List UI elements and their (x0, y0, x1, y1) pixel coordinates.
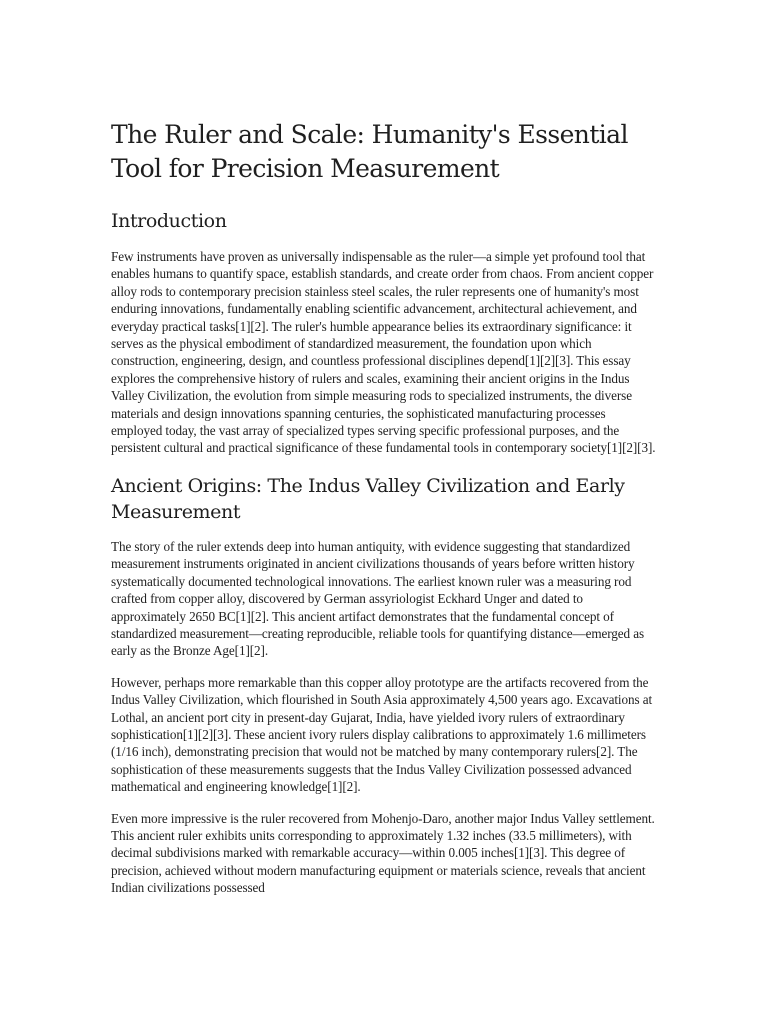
paragraph: Few instruments have proven as universally indispensable as the ruler—a simple yet profound tool that enables humans to quantify space, establish standards, and create order from chaos. From ancient copper alloy rods to contemporary precision stainless steel scales, the ruler represents one of humanity's most enduring innovations, fundamentally enabling scientific advancement, architectural achievement, and everyday practical tasks[1][2]. The ruler's humble appearance belies its extraordinary significance: it serves as the physical embodiment of standardized measurement, the foundation upon which construction, engineering, design, and countless professional disciplines depend[1][2][3]. This essay explores the comprehensive history of rulers and scales, examining their ancient origins in the Indus Valley Civilization, the evolution from simple measuring rods to specialized instruments, the diverse materials and design innovations spanning centuries, the sophisticated manufacturing processes employed today, the vast array of specialized types serving specific professional purposes, and the persistent cultural and practical significance of these fundamental tools in contemporary society[1][2][3]. (111, 249, 656, 456)
paragraph: The story of the ruler extends deep into human antiquity, with evidence suggesting that standardized measurement instruments originated in ancient civilizations thousands of years before written history systematically documented technological innovations. The earliest known ruler was a measuring rod crafted from copper alloy, discovered by German assyriologist Eckhard Unger and dated to approximately 2650 BC[1][2]. This ancient artifact demonstrates that the fundamental concept of standardized measurement—creating reproducible, reliable tools for quantifying distance—emerged as early as the Bronze Age[1][2]. (111, 538, 645, 659)
section-heading-introduction: Introduction (111, 210, 227, 232)
document-page (111, 118, 659, 911)
page-bottom-margin (0, 962, 768, 1024)
paragraph: Even more impressive is the ruler recovered from Mohenjo-Daro, another major Indus Valley settlement. This ancient ruler exhibits units corresponding to approximately 1.32 inches (33.5 millimeters), with decimal subdivisions marked with remarkable accuracy—within 0.005 inches[1][3]. This degree of precision, achieved without modern manufacturing equipment or materials science, reveals that ancient Indian civilizations possessed (111, 810, 655, 896)
section-heading-ancient-origins: Ancient Origins: The Indus Valley Civilization and Early Measurement (111, 474, 625, 523)
paragraph: However, perhaps more remarkable than this copper alloy prototype are the artifacts recovered from the Indus Valley Civilization, which flourished in South Asia approximately 4,500 years ago. Excavations at Lothal, an ancient port city in present-day Gujarat, India, have yielded ivory rulers of extraordinary sophistication[1][2][3]. These ancient ivory rulers display calibrations to approximately 1.6 millimeters (1/16 inch), demonstrating precision that would not be matched by many contemporary rulers[2]. The sophistication of these measurements suggests that the Indus Valley Civilization possessed advanced mathematical and engineering knowledge[1][2]. (111, 674, 653, 795)
document-title: The Ruler and Scale: Humanity's Essential Tool for Precision Measurement (111, 120, 628, 183)
